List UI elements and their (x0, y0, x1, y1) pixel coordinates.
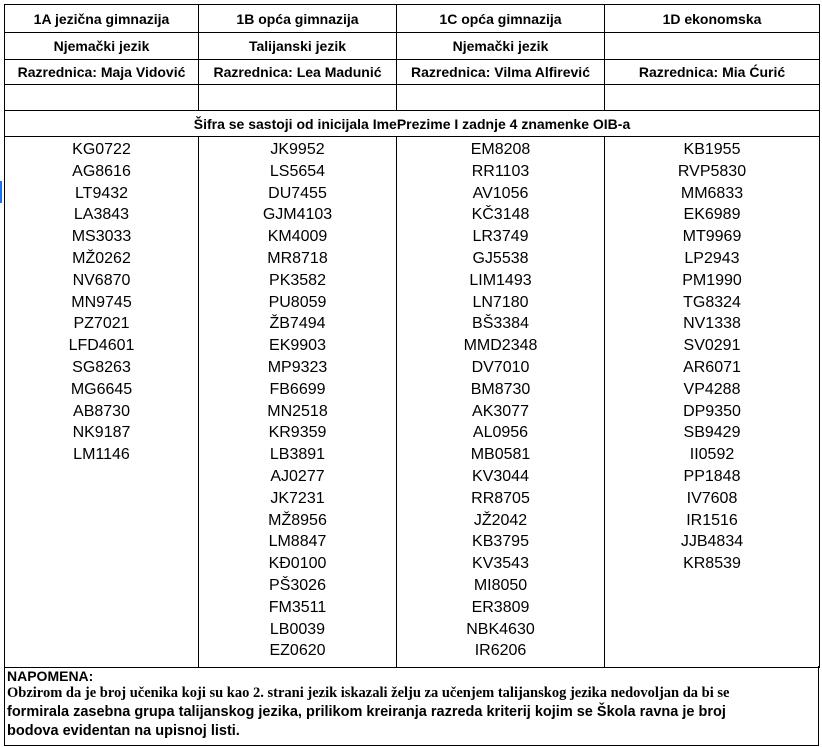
student-code[interactable]: MM6833 (680, 184, 744, 202)
student-code[interactable]: TG8324 (683, 293, 741, 311)
student-code[interactable]: LFD4601 (68, 337, 135, 355)
student-code[interactable]: MN2518 (267, 402, 328, 420)
student-code[interactable]: LB0039 (269, 620, 326, 638)
student-code[interactable]: PU8059 (268, 293, 327, 311)
student-code[interactable]: AL0956 (472, 424, 529, 442)
class-name-1d[interactable]: 1D ekonomska (605, 5, 820, 33)
student-code[interactable]: NV1338 (683, 315, 741, 333)
student-code[interactable]: DU7455 (268, 184, 327, 202)
teacher-1a[interactable]: Razrednica: Maja Vidović (5, 60, 199, 85)
student-code[interactable]: KR9359 (268, 424, 327, 442)
napomena-line-2: formirala zasebna grupa talijanskog jezika, prilikom kreiranja razreda kriterij kojim se Škola ravna je broj (7, 704, 726, 720)
napomena-title[interactable]: NAPOMENA: (7, 668, 94, 684)
napomena-line-3: bodova evidentan na upisnoj listi. (7, 723, 240, 739)
student-code[interactable]: MS3033 (71, 228, 132, 246)
student-code[interactable]: NBK4630 (466, 620, 535, 638)
student-code[interactable]: MB0581 (470, 446, 531, 464)
student-code[interactable]: ŽB7494 (269, 315, 326, 333)
napomena-text[interactable] (5, 684, 818, 741)
student-code[interactable]: VP4288 (683, 380, 741, 398)
student-code[interactable]: RVP5830 (677, 162, 747, 180)
student-code[interactable]: BŠ3384 (472, 315, 529, 333)
student-code[interactable]: MŽ0262 (72, 249, 131, 267)
teacher-row (5, 60, 820, 85)
student-code[interactable]: JŽ2042 (473, 511, 528, 529)
student-code[interactable]: LB3891 (269, 446, 326, 464)
student-code[interactable]: MP9323 (267, 358, 328, 376)
student-code[interactable]: GJ5538 (472, 249, 529, 267)
student-code[interactable]: BM8730 (470, 380, 531, 398)
student-code[interactable]: AJ0277 (270, 467, 325, 485)
student-code[interactable]: AR6071 (683, 358, 741, 376)
student-code[interactable]: MMD2348 (463, 337, 538, 355)
class-name-row (5, 5, 820, 33)
language-1a[interactable]: Njemački jezik (5, 33, 199, 60)
student-code[interactable]: DP9350 (683, 402, 741, 420)
student-code[interactable]: NK9187 (72, 424, 131, 442)
student-code[interactable]: KB1955 (683, 141, 741, 158)
student-code[interactable]: AB8730 (73, 402, 130, 420)
student-code[interactable]: AV1056 (472, 184, 529, 202)
class-name-1c[interactable]: 1C opća gimnazija (397, 5, 605, 33)
student-code[interactable]: LM1146 (73, 446, 130, 464)
student-code[interactable]: JJB4834 (680, 533, 744, 551)
student-code[interactable]: AK3077 (472, 402, 529, 420)
student-code[interactable]: SG8263 (72, 358, 131, 376)
student-code[interactable]: PM1990 (682, 271, 742, 289)
language-1c[interactable]: Njemački jezik (397, 33, 605, 60)
student-code[interactable]: KČ3148 (471, 206, 530, 224)
codes-column-1a (5, 137, 199, 668)
student-code[interactable]: FM3511 (268, 598, 327, 616)
student-code[interactable]: RR1103 (471, 162, 530, 180)
codes-column-1b (199, 137, 397, 668)
class-name-1b[interactable]: 1B opća gimnazija (199, 5, 397, 33)
student-code[interactable]: NV6870 (72, 271, 131, 289)
student-code[interactable]: SB9429 (683, 424, 741, 442)
code-note[interactable]: Šifra se sastoji od inicijala ImePrezime I zadnje 4 znamenke OIB-a (5, 111, 820, 137)
student-code[interactable]: MG6645 (70, 380, 133, 398)
student-code[interactable]: JK9952 (270, 141, 325, 158)
student-code[interactable]: LS5654 (269, 162, 326, 180)
student-code[interactable]: LR3749 (472, 228, 529, 246)
napomena-line-1: Obzirom da je broj učenika koji su kao 2. strani jezik iskazali želju za učenjem talijanskog jezika nedovoljan da bi se (7, 685, 730, 701)
codes-row (5, 137, 820, 668)
student-code[interactable]: PŠ3026 (269, 576, 326, 594)
class-assignment-sheet (4, 4, 820, 668)
student-code[interactable]: KM4009 (267, 228, 328, 246)
class-name-1a[interactable]: 1A jezična gimnazija (5, 5, 199, 33)
student-code[interactable]: IR1516 (686, 511, 738, 529)
student-code[interactable]: PZ7021 (73, 315, 130, 333)
empty-cell[interactable] (199, 85, 397, 111)
student-code[interactable]: SV0291 (683, 337, 741, 355)
row-selection-marker (0, 181, 2, 203)
empty-cell[interactable] (605, 85, 820, 111)
code-note-row (5, 111, 820, 137)
student-code[interactable]: ER3809 (471, 598, 530, 616)
teacher-1d[interactable]: Razrednica: Mia Ćurić (605, 60, 820, 85)
empty-row (5, 85, 820, 111)
student-code[interactable]: MN9745 (71, 293, 132, 311)
student-code[interactable]: KV3543 (472, 555, 529, 573)
student-code[interactable]: KĐ0100 (268, 555, 327, 573)
student-code[interactable]: MŽ8956 (268, 511, 327, 529)
student-code[interactable]: LN7180 (472, 293, 529, 311)
language-row (5, 33, 820, 60)
student-code[interactable]: KR8539 (683, 555, 741, 573)
student-code[interactable]: EM8208 (470, 141, 531, 158)
student-code[interactable]: II0592 (689, 446, 735, 464)
student-code[interactable]: EK6989 (683, 206, 741, 224)
student-code[interactable]: LP2943 (684, 249, 740, 267)
student-code[interactable]: GJM4103 (262, 206, 333, 224)
empty-cell[interactable] (397, 85, 605, 111)
language-1b[interactable]: Talijanski jezik (199, 33, 397, 60)
student-code[interactable]: IR6206 (474, 642, 527, 660)
student-code[interactable]: KB3795 (472, 533, 529, 551)
student-code[interactable]: MI8050 (473, 576, 528, 594)
student-code[interactable]: FB6699 (269, 380, 326, 398)
student-code[interactable]: LT9432 (74, 184, 129, 202)
student-code[interactable]: MT9969 (682, 228, 742, 246)
student-code[interactable]: LM8847 (268, 533, 327, 551)
student-code[interactable]: KV3044 (472, 467, 529, 485)
codes-column-1c (397, 137, 605, 668)
student-code[interactable]: PK3582 (269, 271, 326, 289)
student-code[interactable]: AG8616 (72, 162, 131, 180)
student-code[interactable]: KG0722 (72, 141, 131, 158)
student-code[interactable]: EK9903 (269, 337, 326, 355)
teacher-1c[interactable]: Razrednica: Vilma Alfirević (397, 60, 605, 85)
student-code[interactable]: PP1848 (683, 467, 741, 485)
student-code[interactable]: LA3843 (73, 206, 130, 224)
empty-cell[interactable] (5, 85, 199, 111)
napomena-box (4, 666, 819, 746)
student-code[interactable]: EZ0620 (269, 642, 326, 660)
student-code[interactable]: JK7231 (270, 489, 325, 507)
teacher-1b[interactable]: Razrednica: Lea Madunić (199, 60, 397, 85)
language-1d[interactable] (605, 33, 820, 60)
student-code[interactable]: MR8718 (267, 249, 328, 267)
student-code[interactable]: RR8705 (471, 489, 530, 507)
student-code[interactable]: IV7608 (686, 489, 738, 507)
student-code[interactable]: LIM1493 (469, 271, 532, 289)
student-code[interactable]: DV7010 (471, 358, 530, 376)
codes-column-1d (605, 137, 820, 668)
